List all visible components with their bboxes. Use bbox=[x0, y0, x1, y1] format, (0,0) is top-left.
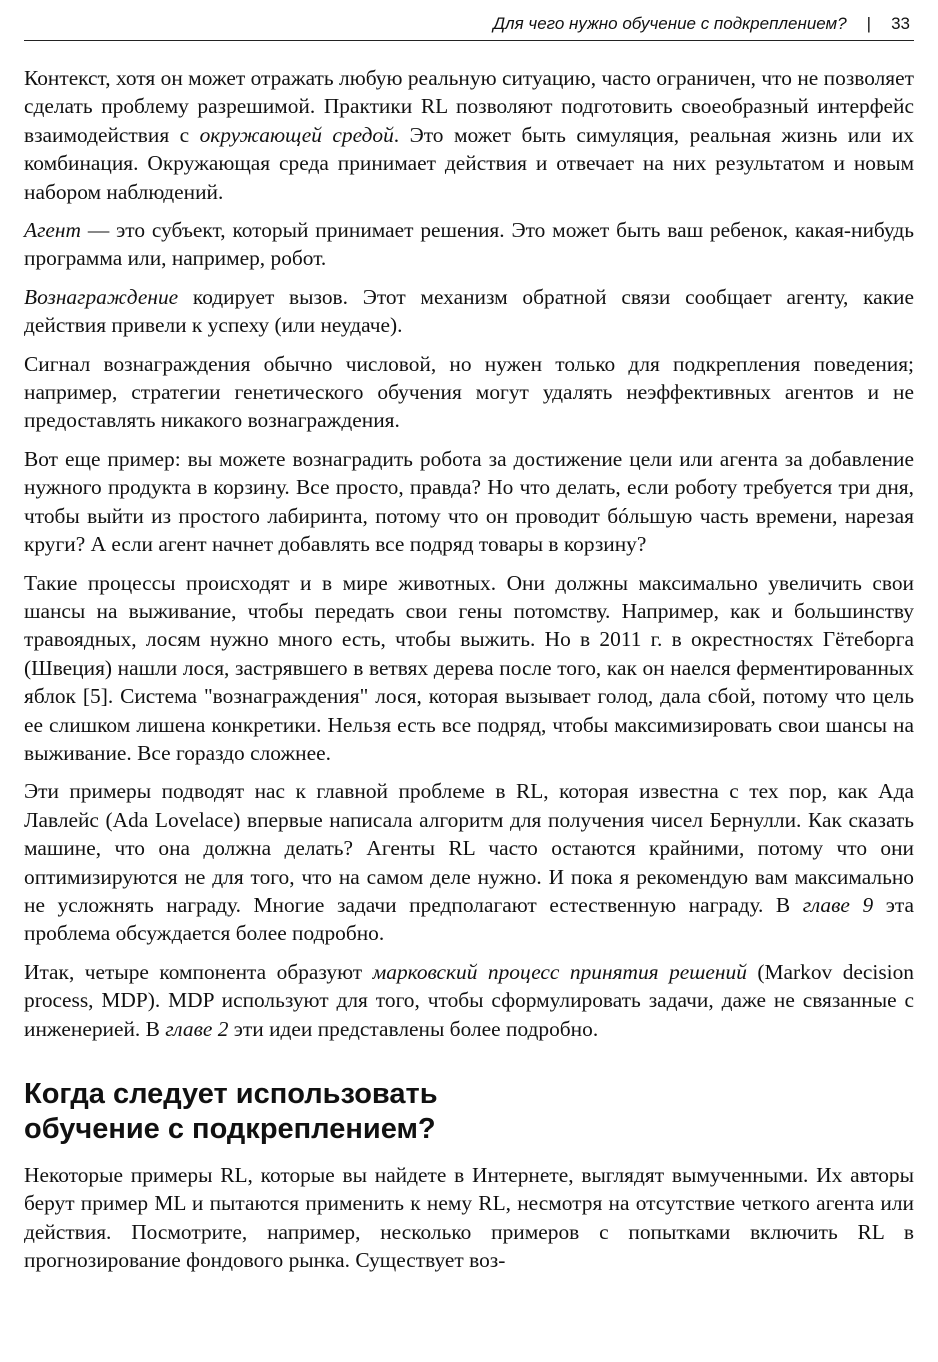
text-run: Сигнал вознаграждения обычно числовой, но нужен только для подкрепления поведения; например, стратегии генетического обучения могут удалять неэффективных агентов и не предоставлять никакого вознаграждения. bbox=[24, 351, 914, 433]
paragraph-animal-world bbox=[24, 569, 914, 768]
text-run: — это субъект, который принимает решения. Это может быть ваш ребенок, какая-нибудь программа или, например, робот. bbox=[24, 218, 914, 271]
italic-reference: главе 2 bbox=[165, 1016, 229, 1041]
paragraph-rl-examples bbox=[24, 1161, 914, 1275]
paragraph-environment bbox=[24, 64, 914, 206]
running-header bbox=[24, 14, 914, 41]
page-body bbox=[24, 64, 914, 1285]
heading-line: обучение с подкреплением? bbox=[24, 1113, 436, 1145]
text-run: Вот еще пример: вы можете вознаградить робота за достижение цели или агента за добавление нужного продукта в корзину. Все просто, правда? Но что делать, если роботу требуется три дня, чтобы выйти из простого лабиринта, потому что он проводит бóльшую часть времени, нарезая круги? А если агент начнет добавлять все подряд товары в корзину? bbox=[24, 446, 914, 557]
paragraph-reward-signal bbox=[24, 350, 914, 435]
paragraph-mdp bbox=[24, 958, 914, 1043]
paragraph-agent bbox=[24, 216, 914, 273]
section-heading bbox=[24, 1077, 914, 1147]
text-run: Итак, четыре компонента образуют bbox=[24, 959, 373, 984]
text-run: кодирует вызов. Этот механизм обратной связи сообщает агенту, какие действия привели к успеху (или неудаче). bbox=[24, 284, 914, 338]
chapter-title: Для чего нужно обучение с подкреплением? bbox=[493, 14, 847, 33]
paragraph-example-robot bbox=[24, 445, 914, 559]
italic-term: окружающей средой bbox=[199, 122, 394, 147]
italic-term: марковский процесс принятия решений bbox=[372, 959, 747, 984]
italic-reference: главе 9 bbox=[802, 892, 874, 917]
text-run: (Markov decision process, MDP). MDP используют для того, чтобы сформулировать задачи, даже не связанные с инженерией. В bbox=[24, 959, 914, 1041]
italic-term: Агент bbox=[24, 218, 81, 243]
paragraph-reward bbox=[24, 283, 914, 340]
text-run: Такие процессы происходят и в мире животных. Они должны максимально увеличить свои шансы на выживание, чтобы передать свои гены потомству. Например, как и большинству травоядных, лосям нужно много есть, чтобы выжить. Но в 2011 г. в окрестностях Гётеборга (Швеция) нашли лося, застрявшего в ветвях дерева после того, как он наелся ферментированных яблок [5]. Система "вознаграждения" лося, которая вызывает голод, дала сбой, потому что цель ее слишком лишена конкретики. Нельзя есть все подряд, чтобы максимизировать свои шансы на выживание. Все гораздо сложнее. bbox=[24, 570, 914, 765]
text-run: Эти примеры подводят нас к главной проблеме в RL, которая известна с тех пор, как Ада Лавлейс (Ada Lovelace) впервые написала алгоритм для получения чисел Бернулли. Как сказать машине, что она должна делать? Агенты RL часто остаются крайними, потому что они оптимизируются не для того, что на самом деле нужно. И пока я рекомендую вам максимально не усложнять награду. Многие задачи предполагают естественную награду. В bbox=[24, 779, 914, 917]
page-number: 33 bbox=[891, 14, 910, 33]
text-run: Некоторые примеры RL, которые вы найдете в Интернете, выглядят вымученными. Их авторы берут пример ML и пытаются применить к нему RL, несмотря на отсутствие четкого агента или действия. Посмотрите, например, несколько примеров с попытками включить RL в прогнозирование фондового рынка. Существует воз- bbox=[24, 1163, 914, 1273]
paragraph-main-problem bbox=[24, 777, 914, 947]
book-page bbox=[24, 0, 914, 1362]
header-separator: | bbox=[866, 14, 872, 33]
text-run: . Это может быть симуляция, реальная жизнь или их комбинация. Окружающая среда принимает действия и отвечает на них результатом и новым набором наблюдений. bbox=[24, 122, 914, 204]
text-run: Контекст, хотя он может отражать любую реальную ситуацию, часто ограничен, что не позволяет сделать проблему разрешимой. Практики RL позволяют подготовить своеобразный интерфейс взаимодействия с bbox=[24, 66, 914, 147]
heading-line: Когда следует использовать bbox=[24, 1078, 438, 1110]
text-run: эти идеи представлены более подробно. bbox=[228, 1016, 599, 1041]
italic-term: Вознаграждение bbox=[24, 284, 179, 309]
text-run: эта проблема обсуждается более подробно. bbox=[24, 892, 914, 946]
